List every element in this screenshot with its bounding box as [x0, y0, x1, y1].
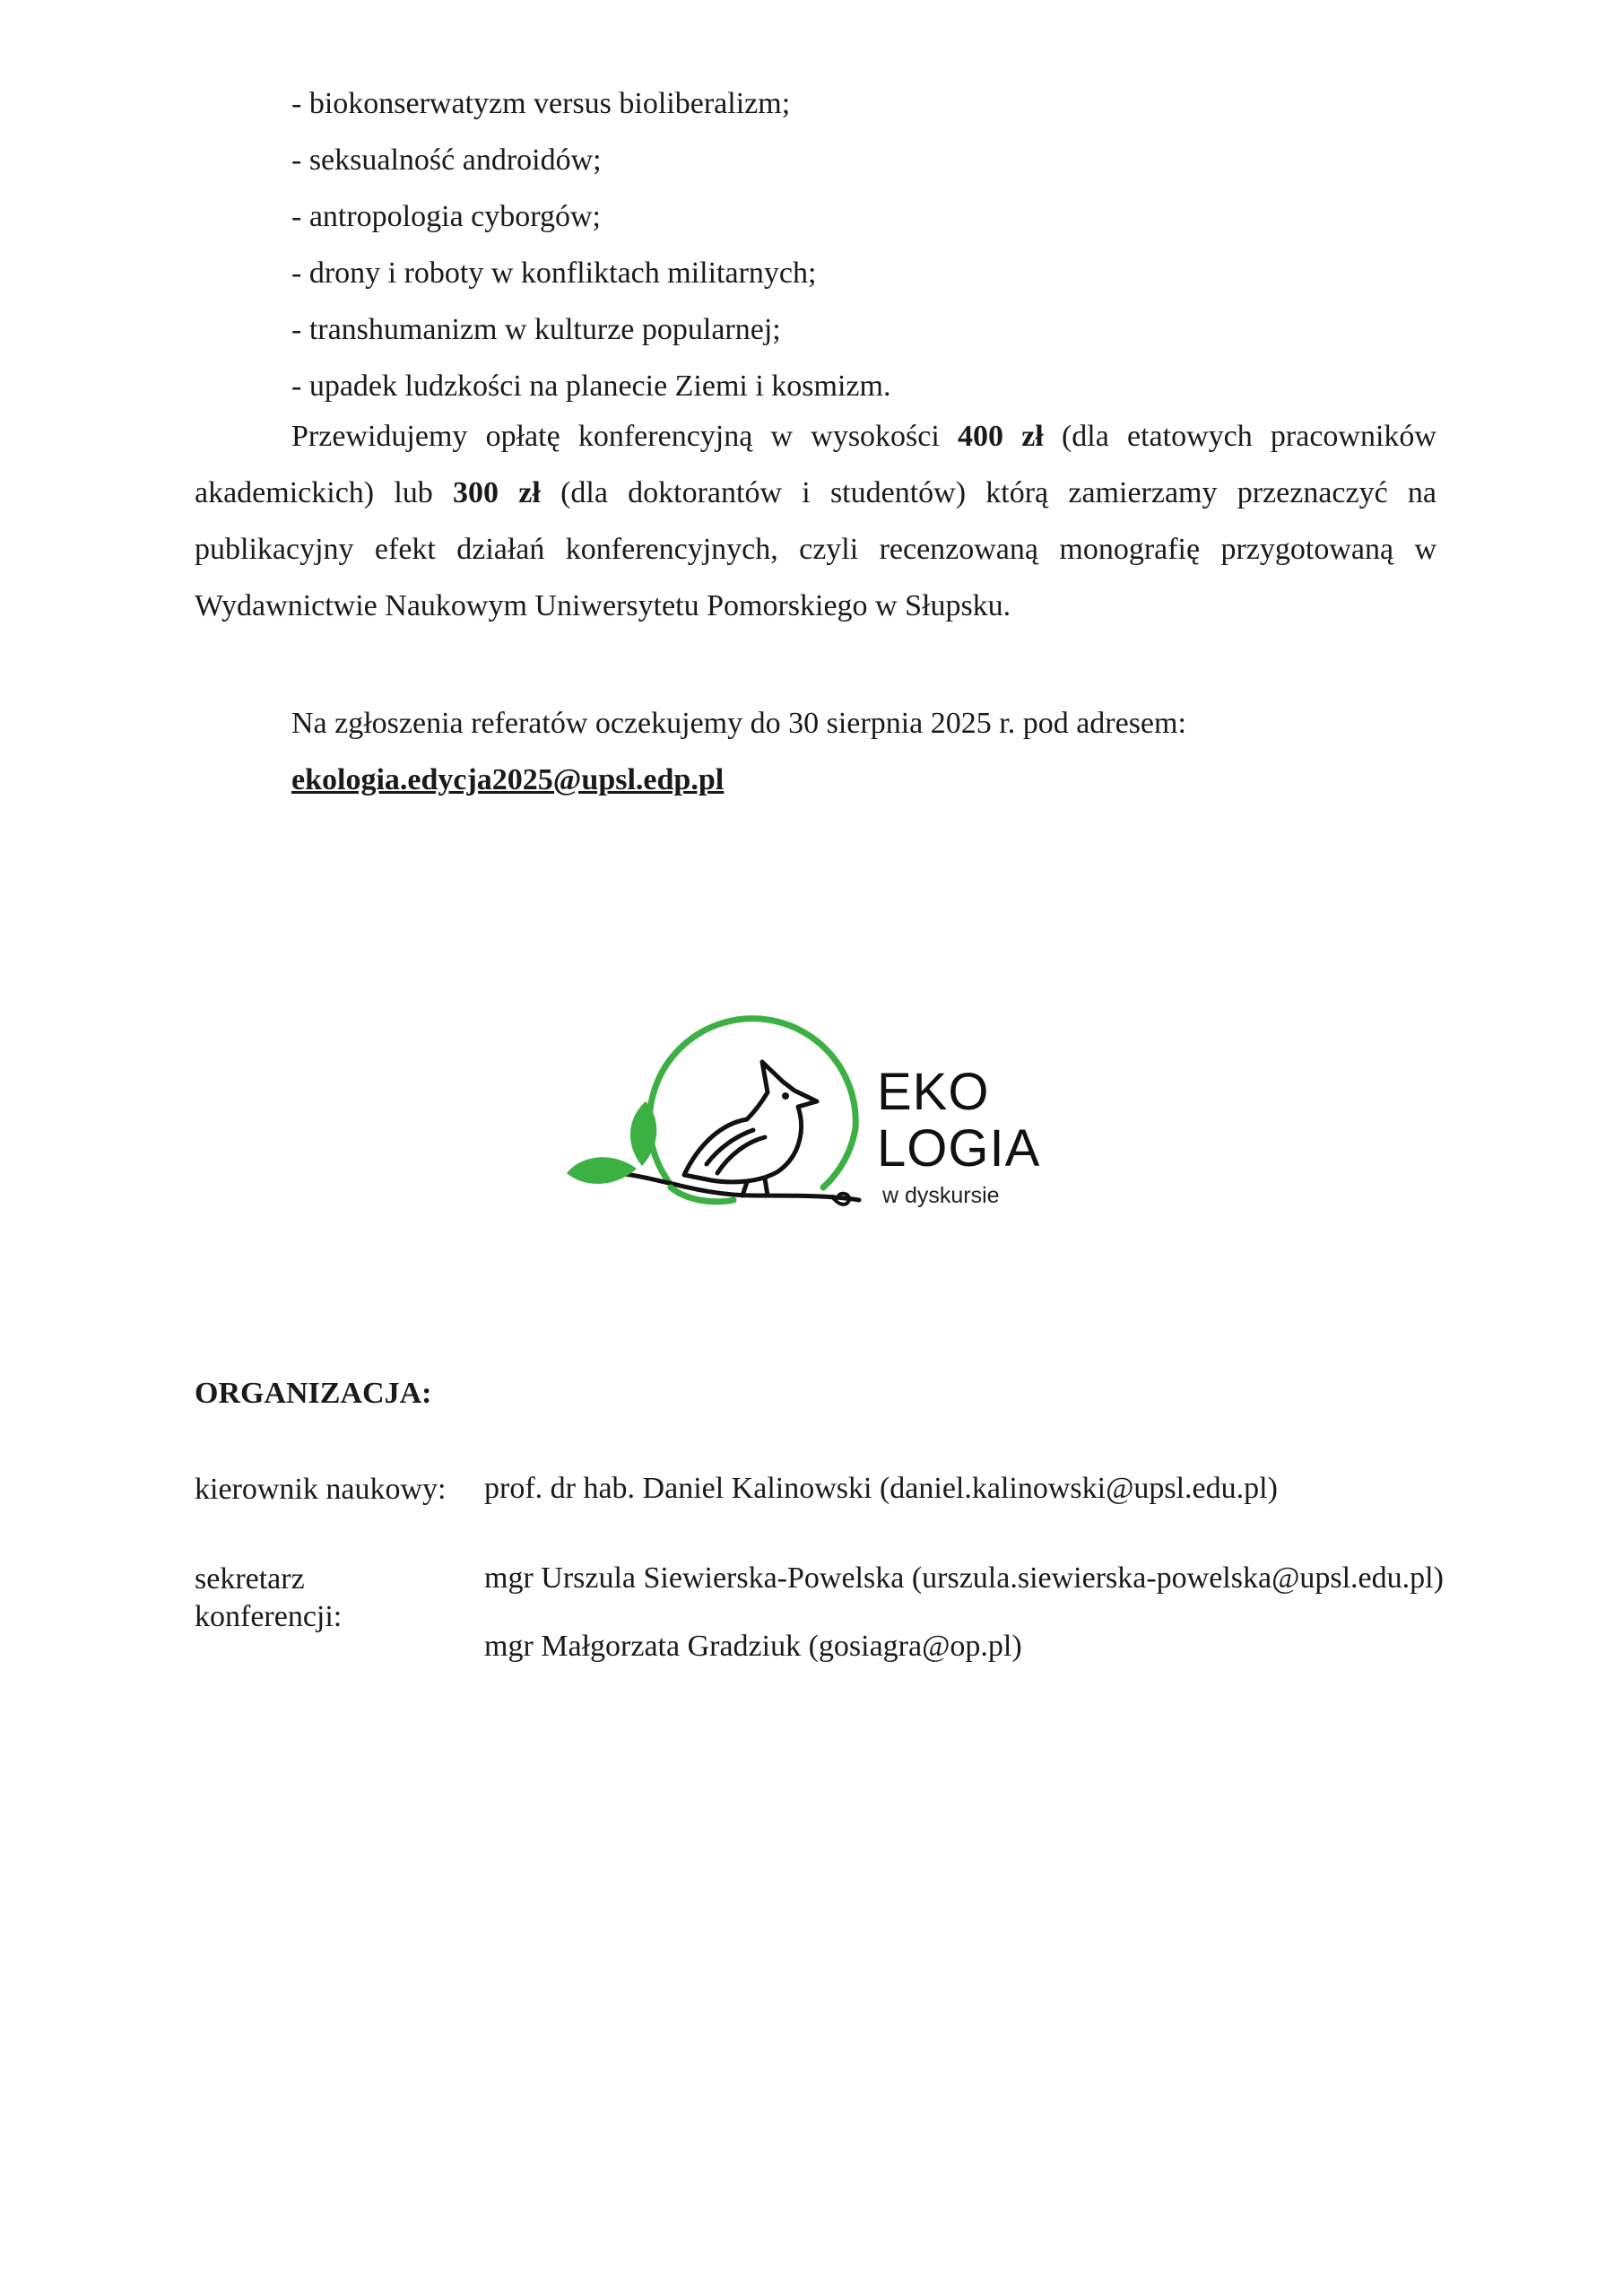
- fee-text-1: Przewidujemy opłatę konferencyjną w wysokości: [291, 420, 959, 453]
- role-scientific-lead: kierownik naukowy:: [195, 1473, 447, 1506]
- submission-text: Na zgłoszenia referatów oczekujemy do 30 sierpnia 2025 r. pod adresem:: [291, 707, 1186, 740]
- ekologia-logo: [563, 1012, 1041, 1227]
- topic-item: - upadek ludzkości na planecie Ziemi i kosmizm.: [291, 370, 891, 403]
- fee-paragraph: [195, 408, 1436, 634]
- logo-tagline: w dyskursie: [882, 1183, 1000, 1208]
- person-secretary-2: mgr Małgorzata Gradziuk (gosiagra@op.pl): [484, 1630, 1022, 1663]
- topic-item: - transhumanizm w kulturze popularnej;: [291, 313, 781, 346]
- topic-item: - seksualność androidów;: [291, 144, 602, 177]
- fee-amount-students: 300 zł: [453, 476, 541, 509]
- role-secretary-line2: konferencji:: [195, 1600, 343, 1633]
- person-scientific-lead: prof. dr hab. Daniel Kalinowski (daniel.kalinowski@upsl.edu.pl): [484, 1472, 1278, 1505]
- fee-amount-staff: 400 zł: [958, 420, 1044, 453]
- person-secretary-1: mgr Urszula Siewierska-Powelska (urszula.siewierska-powelska@upsl.edu.pl): [484, 1561, 1444, 1595]
- topic-item: - antropologia cyborgów;: [291, 200, 601, 233]
- fee-text-3: (dla doktorantów i studentów) którą zamierzamy przeznaczyć na publikacyjny efekt działań konferencyjnych, czyli recenzowaną monografię przygotowaną w Wydawnictwie Naukowym Uniwersytetu Pomorskiego w Słupsku.: [195, 476, 1437, 622]
- bird-on-branch-icon: [563, 1012, 886, 1227]
- fee-text-2: (dla etatowych pracowników akademickich) lub: [195, 420, 1436, 509]
- topic-item: - biokonserwatyzm versus bioliberalizm;: [291, 87, 791, 120]
- organization-heading: ORGANIZACJA:: [195, 1377, 432, 1410]
- submission-email-link[interactable]: ekologia.edycja2025@upsl.edp.pl: [291, 763, 725, 796]
- topic-item: - drony i roboty w konfliktach militarnych;: [291, 257, 817, 290]
- logo-text-logia: LOGIA: [877, 1119, 1041, 1178]
- topic-list: [291, 75, 890, 414]
- logo-text-eko: EKO: [877, 1063, 990, 1121]
- role-secretary-line1: sekretarz: [195, 1562, 305, 1596]
